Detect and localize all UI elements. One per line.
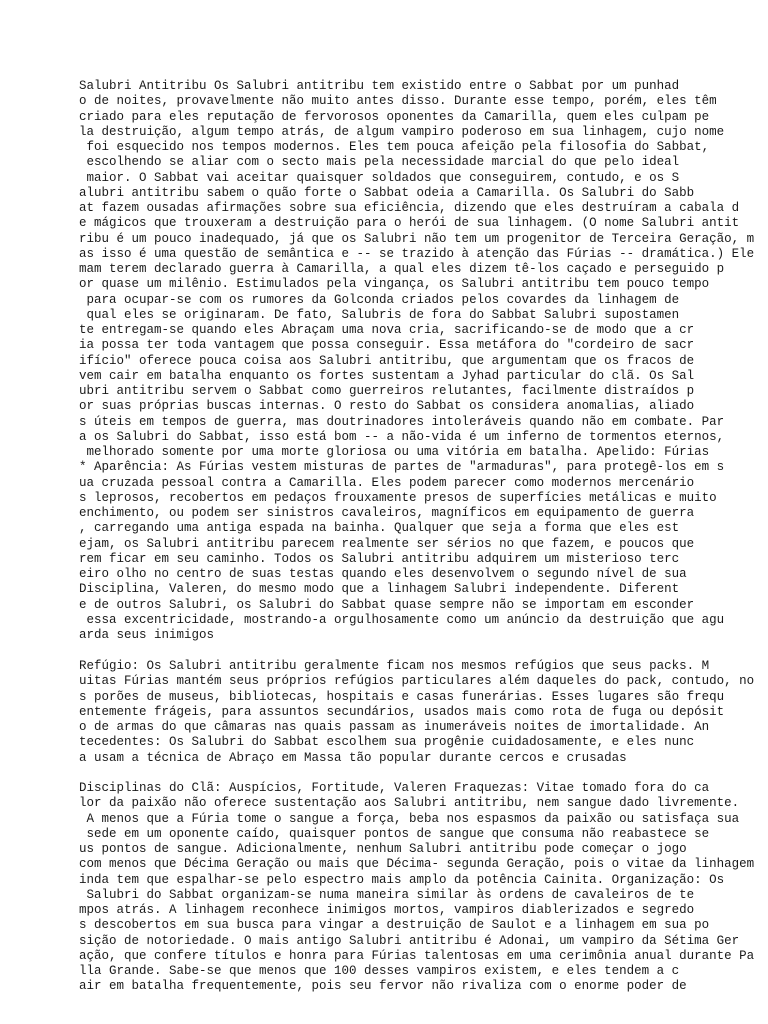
text-line: mam terem declarado guerra à Camarilla, a qual eles dizem tê-los caçado e perseguido p xyxy=(79,262,725,276)
text-line: alubri antitribu sabem o quão forte o Sabbat odeia a Camarilla. Os Salubri do Sabb xyxy=(79,185,695,200)
text-line: maior. O Sabbat vai aceitar quaisquer soldados que conseguirem, contudo, e os S xyxy=(79,170,680,185)
text-line: tecedentes: Os Salubri do Sabbat escolhem sua progênie cuidadosamente, e eles nunc xyxy=(79,735,695,750)
text-line: sição de notoriedade. O mais antigo Salubri antitribu é Adonai, um vampiro da Sétima Ger xyxy=(79,933,740,948)
text-line: la destruição, algum tempo atrás, de algum vampiro poderoso em sua linhagem, cujo nome xyxy=(79,124,725,139)
text-line: foi esquecido nos tempos modernos. Eles tem pouca afeição pela filosofia do Sabbat, xyxy=(79,140,710,154)
paragraph-refugio xyxy=(79,659,754,766)
text-line: a usam a técnica de Abraço em Massa tão popular durante cercos e crusadas xyxy=(79,750,627,765)
text-line: arda seus inimigos xyxy=(79,628,215,642)
text-line: at fazem ousadas afirmações sobre sua eficiência, dizendo que eles destruíram a cabala d xyxy=(79,201,740,215)
paragraph-salubri-antitribu xyxy=(79,79,754,643)
text-line: Disciplina, Valeren, do mesmo modo que a linhagem Salubri independente. Diferent xyxy=(79,582,680,597)
text-line: e de outros Salubri, os Salubri do Sabbat quase sempre não se importam em esconder xyxy=(79,597,695,612)
text-line: ribu é um pouco inadequado, já que os Salubri não tem um progenitor de Terceira Geração, m xyxy=(79,231,755,246)
text-line: vem cair em batalha enquanto os fortes sustentam a Jyhad particular do clã. Os Sal xyxy=(79,368,695,383)
paragraph-disciplinas xyxy=(79,781,754,995)
text-line: * Aparência: As Fúrias vestem misturas de partes de "armaduras", para protegê-los em s xyxy=(79,460,725,475)
text-line: or suas próprias buscas internas. O resto do Sabbat os considera anomalias, aliado xyxy=(79,399,695,414)
text-line: air em batalha frequentemente, pois seu fervor não rivaliza com o enorme poder de xyxy=(79,979,687,994)
text-line: uitas Fúrias mantém seus próprios refúgios particulares além daqueles do pack, contudo, no xyxy=(79,674,755,689)
text-line: Salubri Antitribu Os Salubri antitribu tem existido entre o Sabbat por um punhad xyxy=(79,79,680,93)
text-line: or quase um milênio. Estimulados pela vingança, os Salubri antitribu tem pouco tempo xyxy=(79,277,710,292)
text-line: Salubri do Sabbat organizam-se numa maneira similar às ordens de cavaleiros de te xyxy=(79,887,695,902)
text-line: escolhendo se aliar com o secto mais pela necessidade marcial do que pelo ideal xyxy=(79,155,680,170)
text-line: melhorado somente por uma morte gloriosa ou uma vitória em batalha. Apelido: Fúrias xyxy=(79,445,710,459)
text-line: para ocupar-se com os rumores da Golconda criados pelos covardes da linhagem de xyxy=(79,292,680,307)
text-line: ia possa ter toda vantagem que possa conseguir. Essa metáfora do "cordeiro de sacr xyxy=(79,338,695,353)
text-line: criado para eles reputação de fervorosos oponentes da Camarilla, quem eles culpam pe xyxy=(79,109,710,124)
text-line: com menos que Décima Geração ou mais que Décima- segunda Geração, pois o vitae da linhagem xyxy=(79,857,755,872)
text-line: Disciplinas do Clã: Auspícios, Fortitude, Valeren Fraquezas: Vitae tomado fora do ca xyxy=(79,781,710,795)
text-line: o de armas do que câmaras nas quais passam as inumeráveis noites de imortalidade. An xyxy=(79,720,710,734)
text-line: ação, que confere títulos e honra para Fúrias talentosas em uma cerimônia anual durante Pa xyxy=(79,948,755,963)
text-line: s leprosos, recobertos em pedaços frouxamente presos de superfícies metálicas e muito xyxy=(79,490,717,505)
text-line: inda tem que espalhar-se pelo espectro mais amplo da potência Cainita. Organização: Os xyxy=(79,872,725,887)
text-line: essa excentricidade, mostrando-a orgulhosamente como um anúncio da destruição que agu xyxy=(79,612,725,627)
text-line: us pontos de sangue. Adicionalmente, nenhum Salubri antitribu pode começar o jogo xyxy=(79,842,687,856)
text-line: te entregam-se quando eles Abraçam uma nova cria, sacrificando-se de modo que a cr xyxy=(79,323,695,337)
text-line: ubri antitribu servem o Sabbat como guerreiros relutantes, facilmente distraídos p xyxy=(79,384,695,398)
text-line: as isso é uma questão de semântica e -- se trazido à atenção das Fúrias -- dramática.) Ele xyxy=(79,246,755,261)
text-line: enchimento, ou podem ser sinistros cavaleiros, magníficos em equipamento de guerra xyxy=(79,506,695,520)
text-line: entemente frágeis, para assuntos secundários, usados mais como rota de fuga ou depósit xyxy=(79,704,725,719)
text-line: qual eles se originaram. De fato, Salubris de fora do Sabbat Salubri supostamen xyxy=(79,307,680,322)
text-line: ua cruzada pessoal contra a Camarilla. Eles podem parecer como modernos mercenário xyxy=(79,475,695,490)
text-line: mpos atrás. A linhagem reconhece inimigos mortos, vampiros diablerizados e segredo xyxy=(79,903,695,917)
text-line: s descobertos em sua busca para vingar a destruição de Saulot e a linhagem em sua po xyxy=(79,918,710,933)
text-line: sede em um oponente caído, quaisquer pontos de sangue que consuma não reabastece se xyxy=(79,826,710,841)
text-line: e mágicos que trouxeram a destruição para o herói de sua linhagem. (O nome Salubri antit xyxy=(79,216,740,231)
text-line: s porões de museus, bibliotecas, hospitais e casas funerárias. Esses lugares são frequ xyxy=(79,689,725,704)
text-line: ifício" oferece pouca coisa aos Salubri antitribu, que argumentam que os fracos de xyxy=(79,353,695,368)
text-line: rem ficar em seu caminho. Todos os Salubri antitribu adquirem um misterioso terc xyxy=(79,551,680,566)
text-line: lla Grande. Sabe-se que menos que 100 desses vampiros existem, e eles tendem a c xyxy=(79,964,680,978)
text-line: A menos que a Fúria tome o sangue a força, beba nos espasmos da paixão ou satisfaça sua xyxy=(79,811,740,826)
text-line: eiro olho no centro de suas testas quando eles desenvolvem o segundo nível de sua xyxy=(79,567,687,581)
text-line: Refúgio: Os Salubri antitribu geralmente ficam nos mesmos refúgios que seus packs. M xyxy=(79,659,710,673)
text-line: a os Salubri do Sabbat, isso está bom -- a não-vida é um inferno de tormentos eternos, xyxy=(79,429,725,444)
text-line: , carregando uma antiga espada na bainha. Qualquer que seja a forma que eles est xyxy=(79,521,680,536)
text-line: o de noites, provavelmente não muito antes disso. Durante esse tempo, porém, eles têm xyxy=(79,94,717,109)
text-line: ejam, os Salubri antitribu parecem realmente ser sérios no que fazem, e poucos que xyxy=(79,536,695,551)
text-line: s úteis em tempos de guerra, mas doutrinadores intoleráveis quando não em combate. Par xyxy=(79,414,725,429)
text-line: lor da paixão não oferece sustentação aos Salubri antitribu, nem sangue dado livremente. xyxy=(79,796,740,811)
